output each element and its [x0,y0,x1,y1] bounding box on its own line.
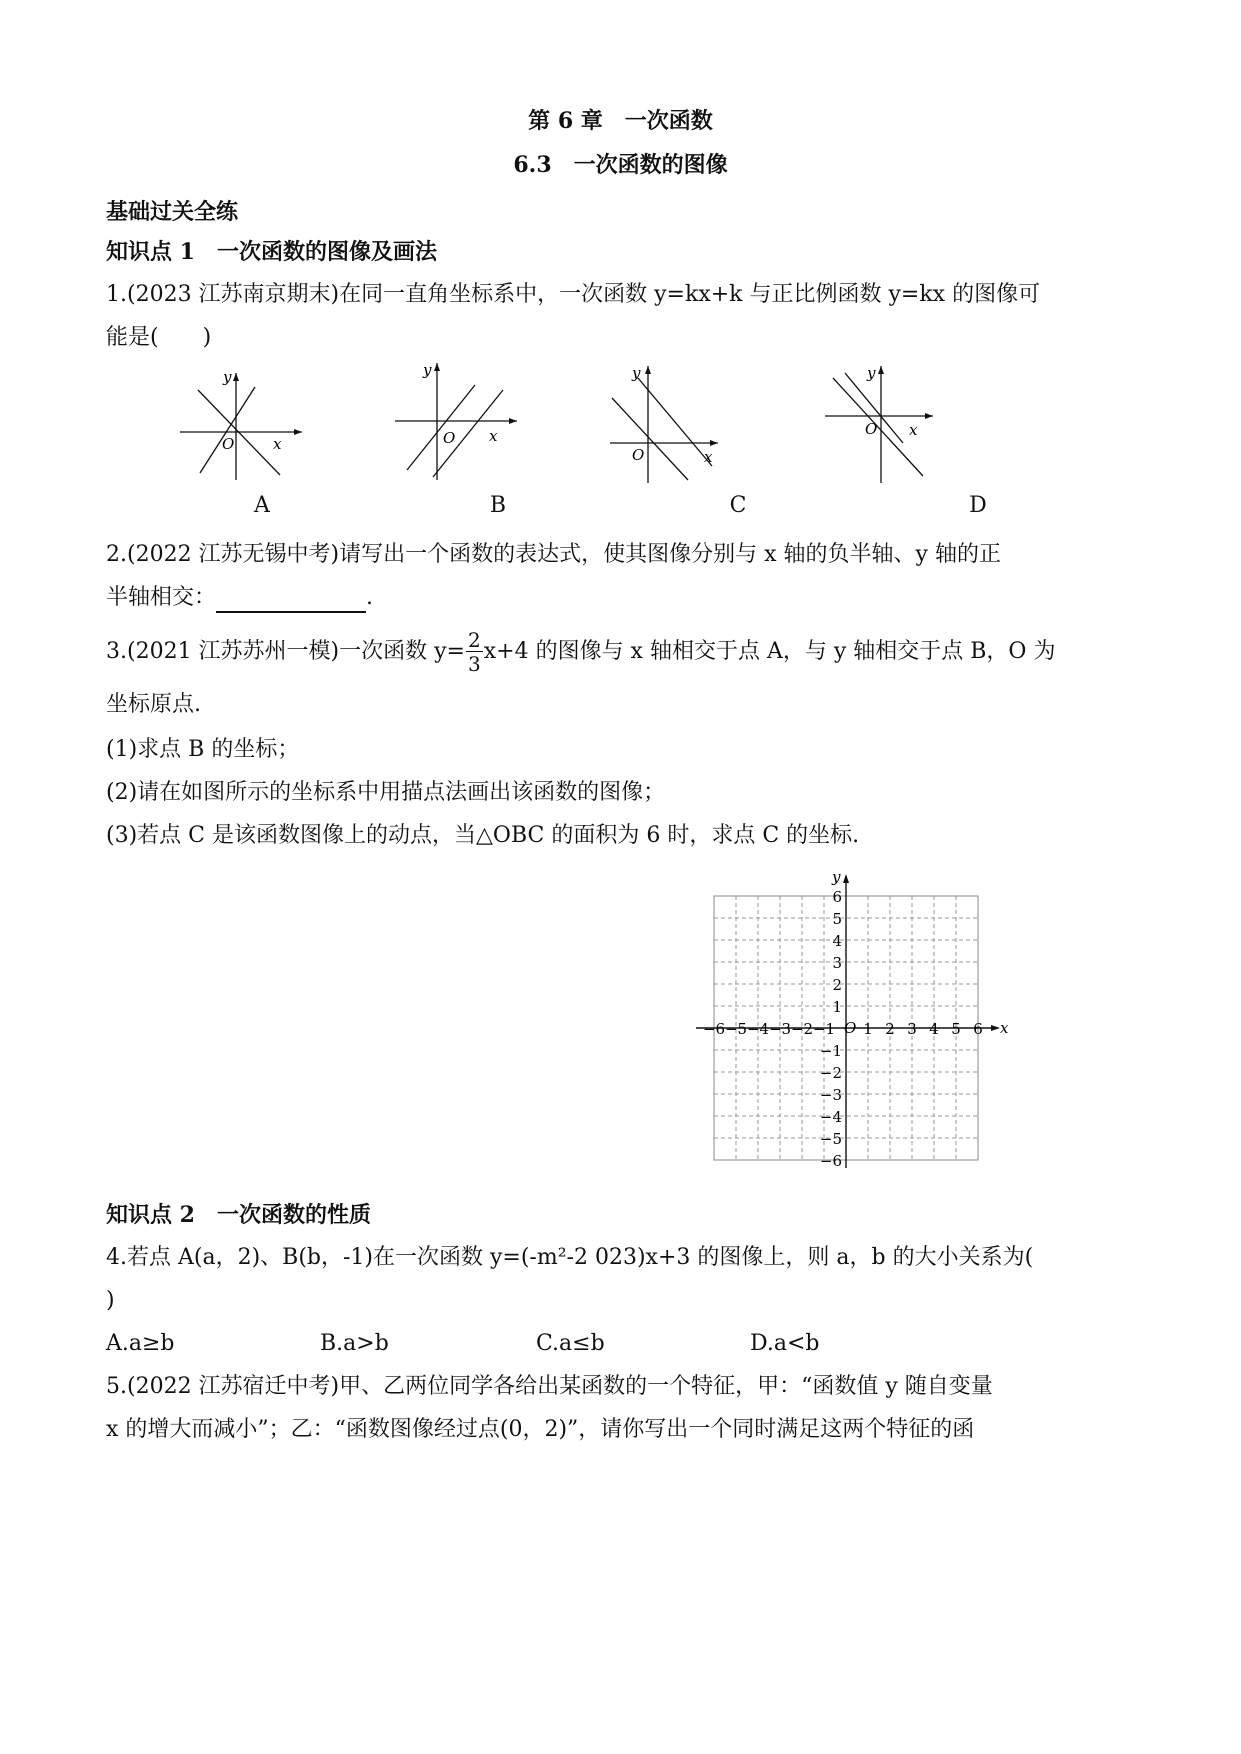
q1-option-a-graph [170,365,310,485]
x-tick-label: 2 [885,1020,895,1038]
x-axis-label: x [489,427,498,445]
chapter-title: 第 6 章 一次函数 [528,108,713,134]
q1-line2: 能是( ) [106,325,212,350]
q4-line2: ) [106,1288,115,1313]
q4-option-c[interactable]: C.a≤b [536,1331,605,1356]
x-tick-label: 6 [973,1020,983,1038]
q4-option-b[interactable]: B.a>b [320,1331,389,1356]
x-axis-arrow-icon [991,1025,1000,1031]
y-tick-label: −5 [819,1130,842,1148]
q3-line2: 坐标原点. [106,692,201,717]
y-tick-label: 1 [832,998,842,1016]
q1-option-d-label: D [969,493,987,518]
x-axis-label: x [1000,1019,1009,1037]
x-axis-label: x [273,435,282,453]
y-axis-label: y [832,868,841,886]
x-tick-label: −6 [702,1020,726,1038]
x-axis-arrow-icon [710,440,718,446]
q3-part3: (3)若点 C 是该函数图像上的动点，当△OBC 的面积为 6 时，求点 C 的坐标. [106,823,860,848]
y-axis-label: y [223,368,232,386]
y-tick-label: 3 [832,954,842,972]
origin-label: O [443,429,456,447]
q2-line2-suffix: . [366,585,374,610]
y-tick-label: 5 [832,910,842,928]
section-title: 6.3 一次函数的图像 [513,152,728,178]
q2-line1: 2.(2022 江苏无锡中考)请写出一个函数的表达式，使其图像分别与 x 轴的负半轴、y 轴的正 [106,542,1001,567]
knowledge-point-1-title: 知识点 1 一次函数的图像及画法 [106,239,437,265]
y-axis-arrow-icon [878,366,884,374]
x-tick-label: −3 [768,1020,792,1038]
x-axis-label: x [909,421,918,439]
y-axis-arrow-icon [645,366,651,374]
x-axis-arrow-icon [509,418,517,424]
x-axis-label: x [704,448,713,466]
origin-label: O [844,1019,857,1037]
y-tick-label: 4 [832,932,842,950]
q3-fraction-denominator: 3 [468,652,481,676]
y-axis-arrow-icon [434,363,440,371]
y-axis-label: y [632,364,641,382]
origin-label: O [222,435,235,453]
q1-option-c-graph [600,358,740,488]
q1-line1: 1.(2023 江苏南京期末)在同一直角坐标系中，一次函数 y=kx+k 与正比例函数 y=kx 的图像可 [106,282,1041,307]
q4-option-d[interactable]: D.a<b [750,1331,820,1356]
q4-line1: 4.若点 A(a，2)、B(b，-1)在一次函数 y=(-m²-2 023)x+3 的图像上，则 a，b 的大小关系为( [106,1245,1034,1270]
q3-fraction [466,630,483,674]
x-tick-label: −4 [746,1020,770,1038]
q3-part2: (2)请在如图所示的坐标系中用描点法画出该函数的图像； [106,780,666,805]
q3-prefix: 3.(2021 江苏苏州一模)一次函数 y= [106,639,465,664]
x-tick-label: 5 [951,1020,961,1038]
q2-answer-blank[interactable] [216,589,366,613]
graph-line-1 [612,398,688,480]
origin-label: O [632,446,645,464]
y-tick-label: 2 [832,976,842,994]
y-tick-label: −6 [819,1152,842,1170]
knowledge-point-2-title: 知识点 2 一次函数的性质 [106,1202,371,1228]
q1-option-d-graph [815,358,955,488]
origin-label: O [865,420,878,438]
q3-suffix: x+4 的图像与 x 轴相交于点 A，与 y 轴相交于点 B，O 为 [483,639,1056,664]
q3-part1: (1)求点 B 的坐标； [106,737,300,762]
q1-option-b-graph [385,355,525,485]
x-axis-arrow-icon [925,413,933,419]
q1-option-a-label: A [254,493,270,518]
y-axis-arrow-icon [233,373,239,381]
y-axis-label: y [867,364,876,382]
y-tick-label: −4 [819,1108,842,1126]
y-tick-label: 6 [832,888,842,906]
q3-coordinate-grid[interactable] [690,850,1030,1180]
x-tick-label: 4 [929,1020,939,1038]
x-tick-label: −1 [812,1020,836,1038]
x-tick-label: −2 [790,1020,814,1038]
q3-line1 [106,630,1055,674]
q5-line1: 5.(2022 江苏宿迁中考)甲、乙两位同学各给出某函数的一个特征，甲：“函数值 y 随自变量 [106,1374,993,1399]
q1-option-c-label: C [729,493,747,518]
y-axis-arrow-icon [843,874,849,883]
x-tick-label: 3 [907,1020,917,1038]
x-tick-label: −5 [724,1020,748,1038]
q2-line2 [106,583,373,613]
q5-line2: x 的增大而减小”；乙：“函数图像经过点(0，2)”，请你写出一个同时满足这两个特征的函 [106,1417,975,1442]
q3-fraction-numerator: 2 [468,628,481,652]
x-axis-arrow-icon [294,429,302,435]
q4-option-a[interactable]: A.a≥b [106,1331,175,1356]
q1-option-b-label: B [489,493,507,518]
y-tick-label: −1 [819,1042,842,1060]
graph-line-1 [407,385,475,470]
q2-line2-prefix: 半轴相交： [106,585,217,610]
graph-line-2 [638,378,712,466]
x-tick-label: 1 [863,1020,873,1038]
y-tick-label: −3 [819,1086,842,1104]
exercise-group-title: 基础过关全练 [106,199,239,225]
y-axis-label: y [423,361,432,379]
y-tick-label: −2 [819,1064,842,1082]
